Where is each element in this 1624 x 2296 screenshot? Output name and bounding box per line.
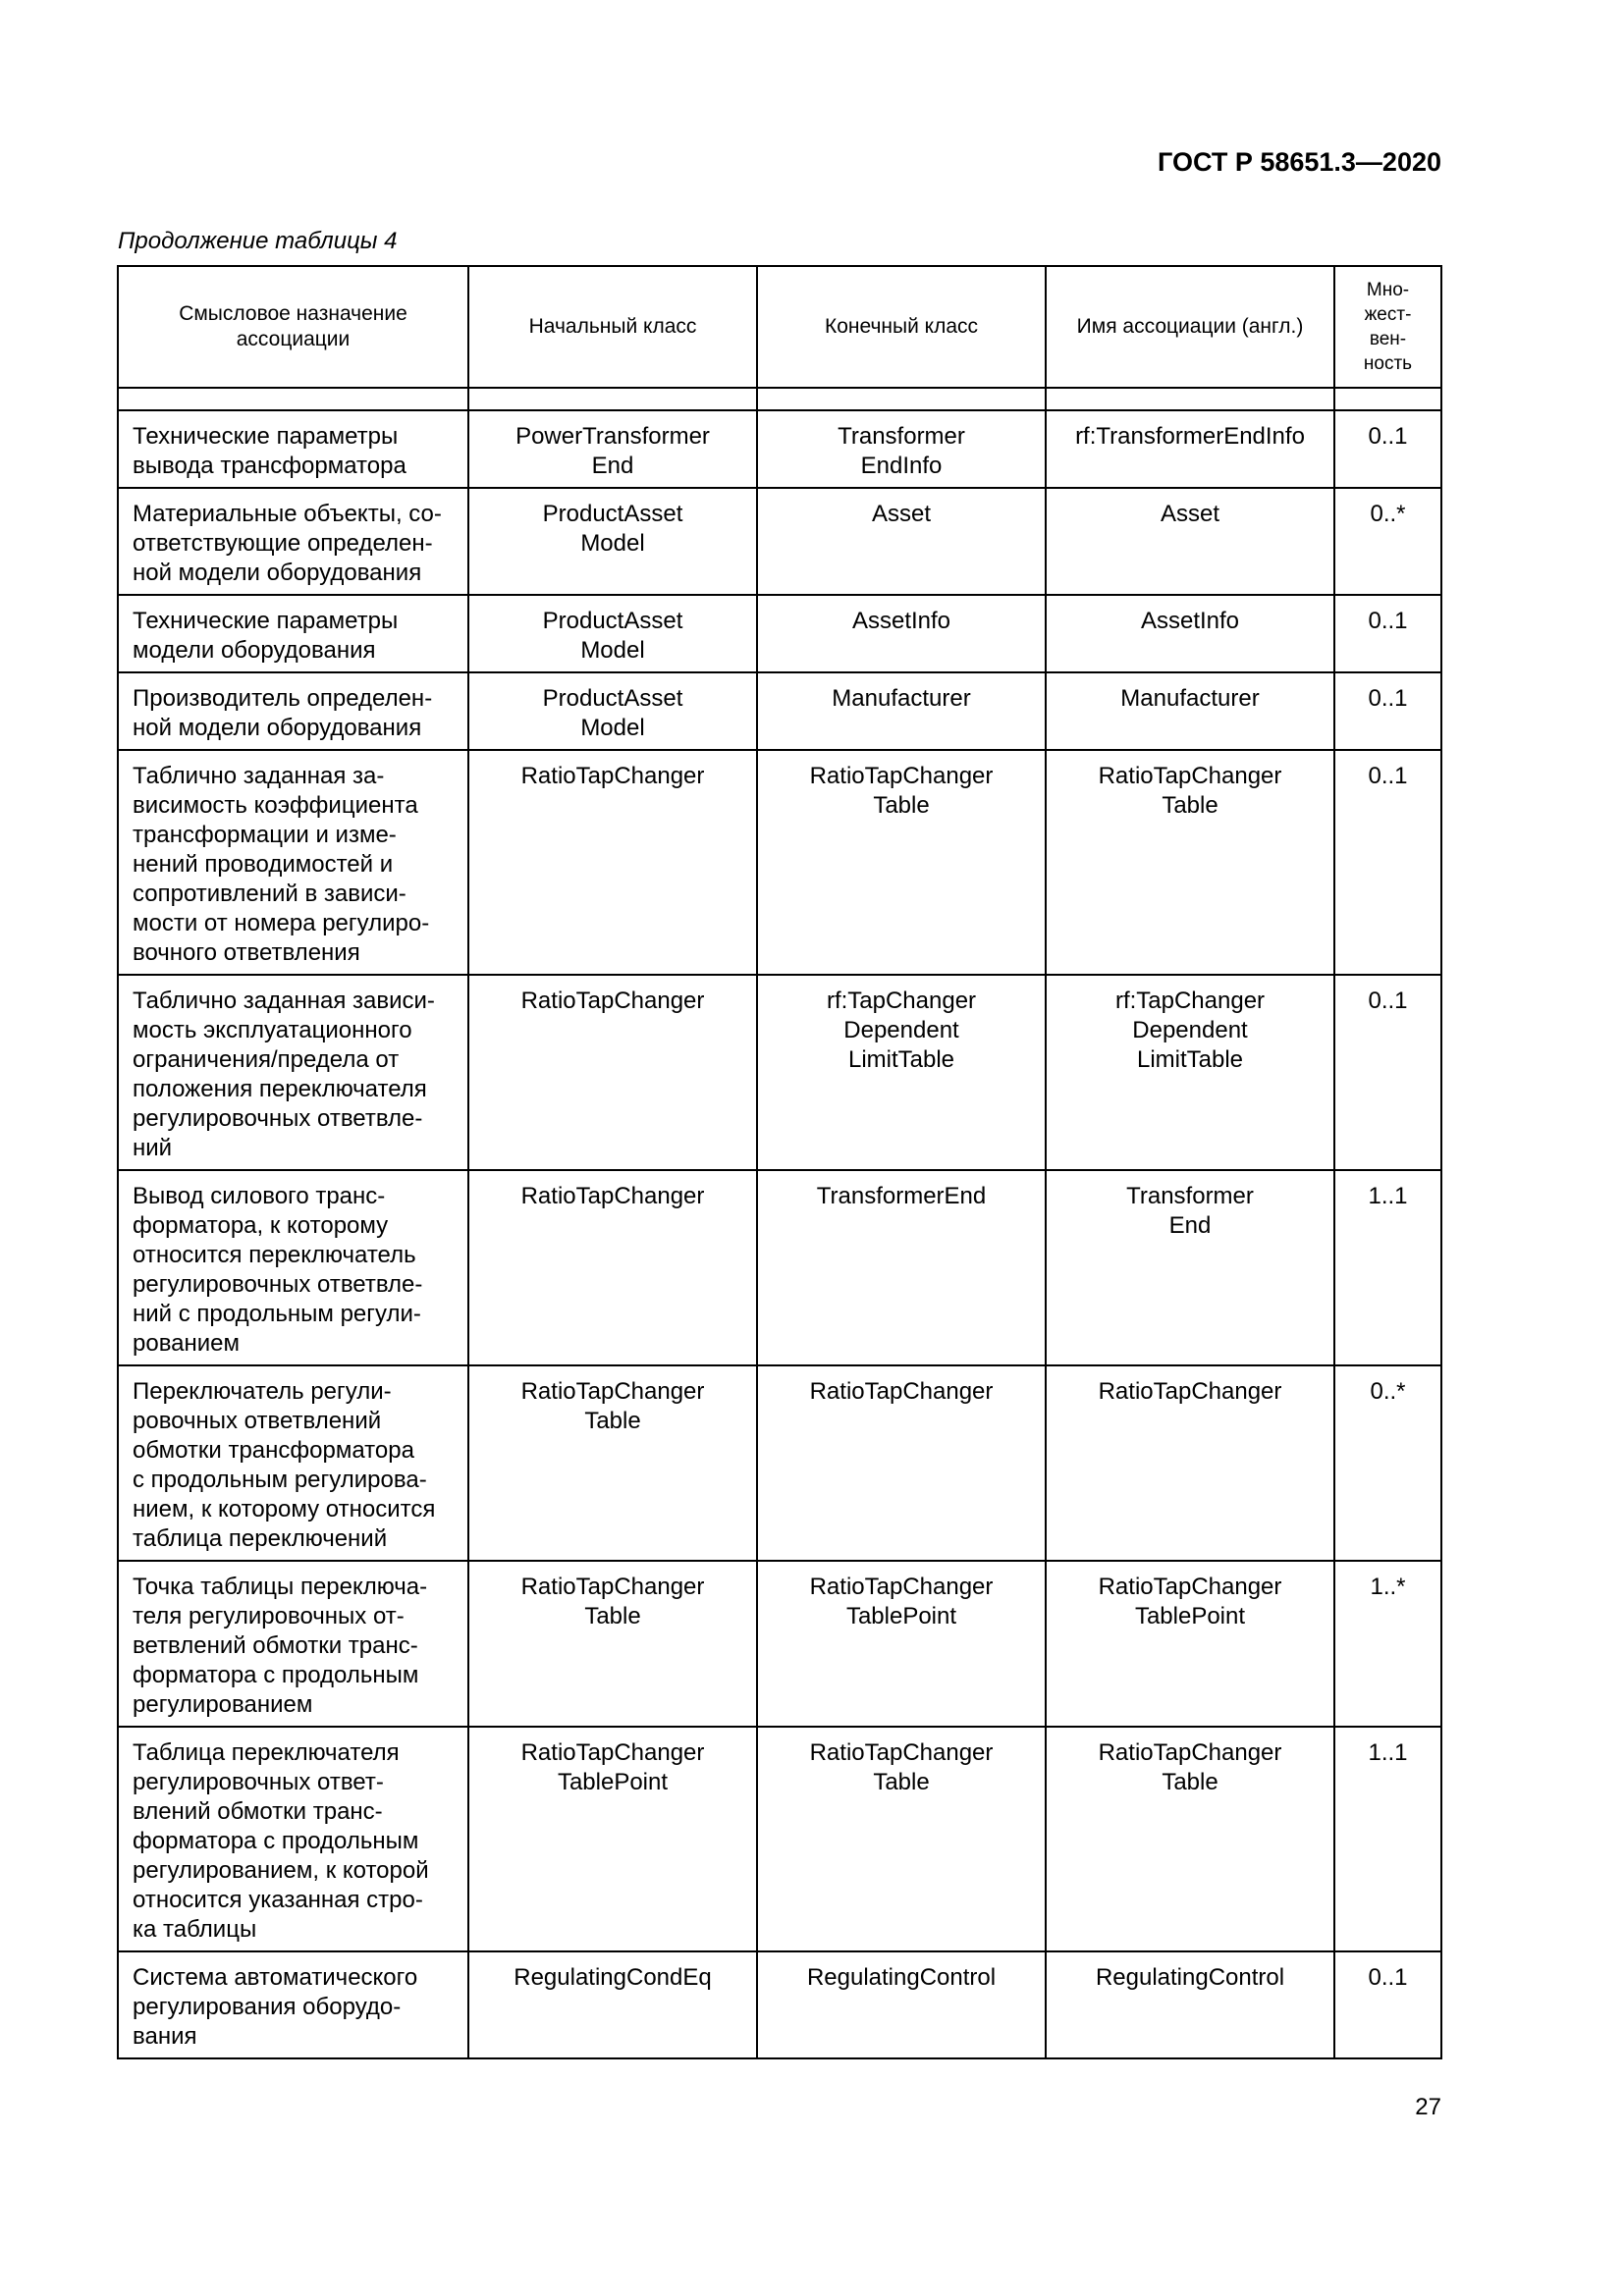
- column-header-association-name: Имя ассоциации (англ.): [1046, 266, 1334, 388]
- table-row: [118, 975, 1441, 1170]
- cell-start-class: RatioTapChanger TablePoint: [468, 1727, 757, 1951]
- table-row: [118, 1727, 1441, 1951]
- table-row: [118, 1561, 1441, 1727]
- cell-purpose: Технические параметры вывода трансформатора: [118, 410, 468, 488]
- cell-association-name: AssetInfo: [1046, 595, 1334, 672]
- table-caption: Продолжение таблицы 4: [118, 228, 398, 254]
- cell-start-class: RatioTapChanger Table: [468, 1561, 757, 1727]
- column-header-start-class: Начальный класс: [468, 266, 757, 388]
- cell-end-class: RatioTapChanger Table: [757, 1727, 1046, 1951]
- cell-start-class: RegulatingCondEq: [468, 1951, 757, 2058]
- table-header-row: [118, 266, 1441, 388]
- cell-end-class: RatioTapChanger TablePoint: [757, 1561, 1046, 1727]
- cell-multiplicity: 0..1: [1334, 410, 1441, 488]
- cell-end-class: Manufacturer: [757, 672, 1046, 750]
- cell-association-name: RatioTapChanger Table: [1046, 750, 1334, 975]
- cell-purpose: Производитель определен- ной модели оборудования: [118, 672, 468, 750]
- cell-purpose: Таблично заданная за- висимость коэффициента трансформации и изме- нений проводимостей и сопротивлений в зависи- мости от номера регулиро- вочного ответвления: [118, 750, 468, 975]
- cell-end-class: Asset: [757, 488, 1046, 595]
- table-row: [118, 1951, 1441, 2058]
- cell-start-class: RatioTapChanger: [468, 750, 757, 975]
- cell-association-name: Asset: [1046, 488, 1334, 595]
- cell-end-class: TransformerEnd: [757, 1170, 1046, 1365]
- cell-association-name: Transformer End: [1046, 1170, 1334, 1365]
- cell-start-class: PowerTransformer End: [468, 410, 757, 488]
- column-header-end-class: Конечный класс: [757, 266, 1046, 388]
- cell-multiplicity: 1..1: [1334, 1170, 1441, 1365]
- cell-start-class: RatioTapChanger Table: [468, 1365, 757, 1561]
- page-number: 27: [1415, 2094, 1441, 2120]
- cell-association-name: Manufacturer: [1046, 672, 1334, 750]
- cell-multiplicity: 0..1: [1334, 595, 1441, 672]
- cell-purpose: Точка таблицы переключа- теля регулировочных от- ветвлений обмотки транс- форматора с продольным регулированием: [118, 1561, 468, 1727]
- cell-end-class: RatioTapChanger Table: [757, 750, 1046, 975]
- table-row: [118, 1365, 1441, 1561]
- cell-purpose: Переключатель регули- ровочных ответвлений обмотки трансформатора с продольным регулирова- нием, к которому относится таблица переключений: [118, 1365, 468, 1561]
- cell-multiplicity: 0..1: [1334, 975, 1441, 1170]
- cell-association-name: RatioTapChanger TablePoint: [1046, 1561, 1334, 1727]
- cell-end-class: rf:TapChanger Dependent LimitTable: [757, 975, 1046, 1170]
- cell-start-class: ProductAsset Model: [468, 672, 757, 750]
- column-header-purpose: Смысловое назначение ассоциации: [118, 266, 468, 388]
- cell-association-name: RatioTapChanger Table: [1046, 1727, 1334, 1951]
- table-row: [118, 410, 1441, 488]
- association-table: [117, 265, 1442, 2059]
- table-row: [118, 750, 1441, 975]
- cell-purpose: Таблица переключателя регулировочных ответ- влений обмотки транс- форматора с продольным регулированием, к которой относится указанная стро- ка таблицы: [118, 1727, 468, 1951]
- cell-purpose: Технические параметры модели оборудования: [118, 595, 468, 672]
- column-header-multiplicity: Мно- жест- вен- ность: [1334, 266, 1441, 388]
- table-row: [118, 488, 1441, 595]
- cell-start-class: ProductAsset Model: [468, 488, 757, 595]
- cell-end-class: RatioTapChanger: [757, 1365, 1046, 1561]
- table-row: [118, 595, 1441, 672]
- cell-multiplicity: 0..*: [1334, 1365, 1441, 1561]
- cell-end-class: Transformer EndInfo: [757, 410, 1046, 488]
- cell-purpose: Вывод силового транс- форматора, к которому относится переключатель регулировочных ответвле- ний с продольным регули- рованием: [118, 1170, 468, 1365]
- cell-association-name: RatioTapChanger: [1046, 1365, 1334, 1561]
- cell-association-name: RegulatingControl: [1046, 1951, 1334, 2058]
- cell-start-class: ProductAsset Model: [468, 595, 757, 672]
- cell-purpose: Материальные объекты, со- ответствующие определен- ной модели оборудования: [118, 488, 468, 595]
- table-row: [118, 672, 1441, 750]
- header-separator: [118, 388, 1441, 410]
- table-row: [118, 1170, 1441, 1365]
- cell-purpose: Система автоматического регулирования оборудо- вания: [118, 1951, 468, 2058]
- cell-multiplicity: 0..*: [1334, 488, 1441, 595]
- cell-association-name: rf:TransformerEndInfo: [1046, 410, 1334, 488]
- cell-association-name: rf:TapChanger Dependent LimitTable: [1046, 975, 1334, 1170]
- cell-end-class: RegulatingControl: [757, 1951, 1046, 2058]
- cell-end-class: AssetInfo: [757, 595, 1046, 672]
- cell-start-class: RatioTapChanger: [468, 1170, 757, 1365]
- cell-multiplicity: 0..1: [1334, 672, 1441, 750]
- cell-multiplicity: 1..1: [1334, 1727, 1441, 1951]
- cell-purpose: Таблично заданная зависи- мость эксплуатационного ограничения/предела от положения переключателя регулировочных ответвле- ний: [118, 975, 468, 1170]
- cell-multiplicity: 0..1: [1334, 750, 1441, 975]
- document-code: ГОСТ Р 58651.3—2020: [1158, 147, 1441, 177]
- cell-multiplicity: 0..1: [1334, 1951, 1441, 2058]
- cell-start-class: RatioTapChanger: [468, 975, 757, 1170]
- cell-multiplicity: 1..*: [1334, 1561, 1441, 1727]
